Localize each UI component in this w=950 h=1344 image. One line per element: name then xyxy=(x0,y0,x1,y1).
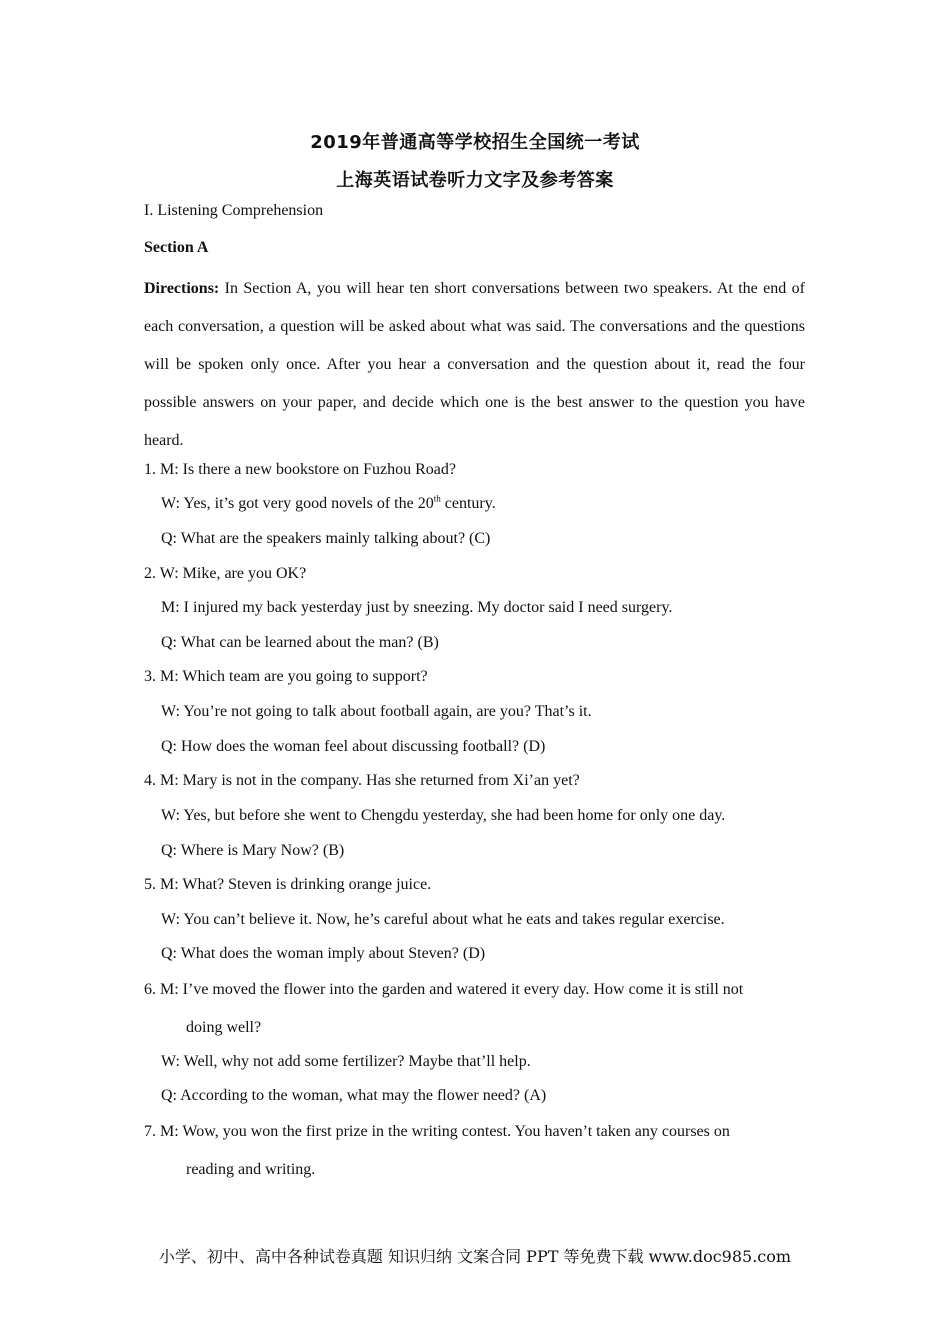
q2-line-a: 2. W: Mike, are you OK? xyxy=(144,565,307,582)
q3-question: Q: How does the woman feel about discussing football? (D) xyxy=(161,738,546,755)
q6-a-1: 6. M: I’ve moved the flower into the garden and watered it every day. How come it is still not xyxy=(144,981,744,998)
q5-line-a: 5. M: What? Steven is drinking orange juice. xyxy=(144,876,432,893)
q6-question: Q: According to the woman, what may the flower need? (A) xyxy=(161,1087,547,1104)
q1-b-post: century. xyxy=(440,495,496,512)
directions-text: In Section A, you will hear ten short conversations between two speakers. At the end of each conversation, a question will be asked about what was said. The conversations and the questions will be spoken only once. After you hear a conversation and the question about it, read the four possible answers on your paper, and decide which one is the best answer to the question you have heard. xyxy=(144,280,805,449)
q1-line-b xyxy=(161,495,496,513)
q3-line-a: 3. M: Which team are you going to support? xyxy=(144,668,428,685)
q4-line-b: W: Yes, but before she went to Chengdu yesterday, she had been home for only one day. xyxy=(161,807,726,824)
q7-a-1: 7. M: Wow, you won the first prize in the writing contest. You haven’t taken any courses on xyxy=(144,1123,730,1140)
q4-line-a: 4. M: Mary is not in the company. Has she returned from Xi’an yet? xyxy=(144,772,580,789)
page-footer: 小学、初中、高中各种试卷真题 知识归纳 文案合同 PPT 等免费下载 www.doc985.com xyxy=(158,1247,792,1266)
q7-a-2: reading and writing. xyxy=(186,1161,316,1178)
q3-line-b: W: You’re not going to talk about football again, are you? That’s it. xyxy=(161,703,592,720)
q6-line-a xyxy=(144,971,805,1047)
q5-line-b: W: You can’t believe it. Now, he’s careful about what he eats and takes regular exercise. xyxy=(161,911,725,928)
q1-line-a: 1. M: Is there a new bookstore on Fuzhou Road? xyxy=(144,461,456,478)
q6-a-2: doing well? xyxy=(186,1019,262,1036)
q1-question: Q: What are the speakers mainly talking about? (C) xyxy=(161,530,491,547)
q5-question: Q: What does the woman imply about Steven? (D) xyxy=(161,945,486,962)
q4-question: Q: Where is Mary Now? (B) xyxy=(161,842,345,859)
q6-line-b: W: Well, why not add some fertilizer? Maybe that’ll help. xyxy=(161,1053,531,1070)
page-title: 2019年普通高等学校招生全国统一考试 xyxy=(310,132,640,153)
directions-paragraph xyxy=(144,270,805,460)
page-subtitle: 上海英语试卷听力文字及参考答案 xyxy=(336,170,614,191)
q1-b-sup: th xyxy=(433,493,441,504)
directions-label: Directions: xyxy=(144,280,220,297)
q1-b-pre: W: Yes, it’s got very good novels of the 20 xyxy=(161,495,434,512)
section-a-heading: Section A xyxy=(144,239,209,256)
q7-line-a xyxy=(144,1113,805,1189)
q2-line-b: M: I injured my back yesterday just by sneezing. My doctor said I need surgery. xyxy=(161,599,673,616)
q2-question: Q: What can be learned about the man? (B) xyxy=(161,634,439,651)
section-heading: I. Listening Comprehension xyxy=(144,202,324,219)
